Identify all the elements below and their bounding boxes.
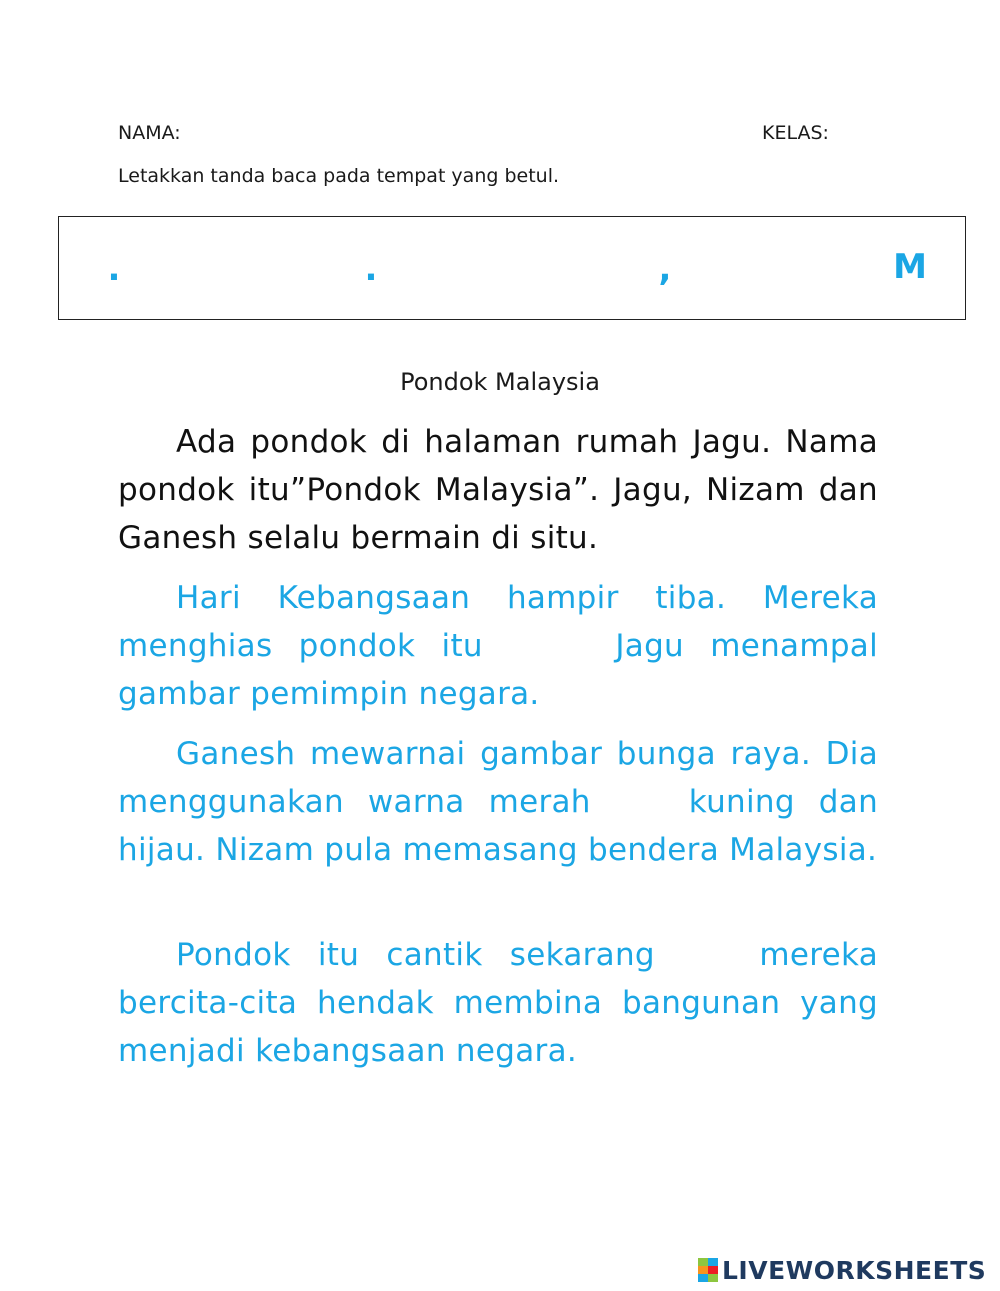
- period-tile-1[interactable]: .: [107, 249, 121, 289]
- comma-tile[interactable]: ,: [658, 249, 672, 289]
- liveworksheets-logo: [698, 1255, 986, 1285]
- kelas-label: KELAS:: [762, 122, 829, 144]
- story-title: Pondok Malaysia: [400, 368, 600, 396]
- liveworksheets-logo-text: LIVEWORKSHEETS: [722, 1255, 987, 1285]
- period-tile-2[interactable]: .: [364, 249, 378, 289]
- paragraph-3: [118, 730, 878, 874]
- paragraph-1-text: Ada pondok di halaman rumah Jagu. Nama pondok itu”Pondok Malaysia”. Jagu, Nizam dan Ganesh selalu bermain di situ.: [118, 424, 878, 556]
- paragraph-2: [118, 574, 878, 718]
- liveworksheets-logo-icon: [698, 1258, 718, 1282]
- punctuation-bank: [58, 216, 966, 320]
- paragraph-2-text-b: Jagu menampal gambar pemimpin negara.: [118, 628, 879, 712]
- paragraph-4-text-a: Pondok itu cantik sekarang: [176, 937, 655, 973]
- paragraph-3-text-a: Ganesh mewarnai gambar bunga raya. Dia menggunakan warna merah: [118, 736, 878, 820]
- instruction-text: Letakkan tanda baca pada tempat yang betul.: [118, 165, 560, 187]
- paragraph-2-text-a: Hari Kebangsaan hampir tiba. Mereka menghias pondok itu: [118, 580, 878, 664]
- capital-m-tile[interactable]: M: [893, 247, 927, 287]
- paragraph-1: [118, 418, 878, 562]
- paragraph-3-text-b: kuning dan hijau. Nizam pula memasang bendera Malaysia.: [118, 784, 879, 868]
- paragraph-4: [118, 931, 878, 1075]
- paragraph-4-text-b: mereka bercita-cita hendak membina bangunan yang menjadi kebangsaan negara.: [118, 937, 878, 1069]
- nama-label: NAMA:: [118, 122, 181, 144]
